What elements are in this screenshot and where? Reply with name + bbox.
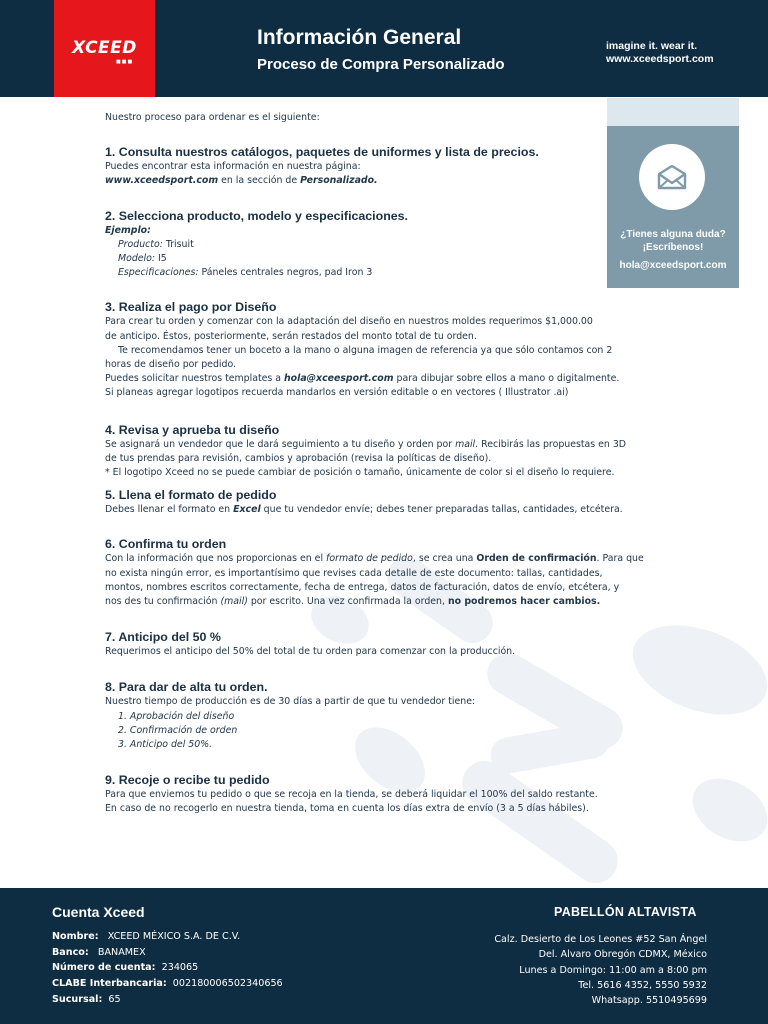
clabe-label: CLABE Interbancaria:: [52, 978, 167, 990]
contact-question-line: ¿Tienes alguna duda?: [620, 229, 726, 240]
step-5-line1b: que tu vendedor envíe; debes tener preparadas tallas, cantidades, etcétera.: [260, 504, 623, 516]
step-4-title: 4. Revisa y aprueba tu diseño: [105, 422, 280, 437]
bank-row: [52, 945, 283, 961]
step-4-line1: [105, 438, 665, 452]
list-item: [105, 724, 665, 738]
contact-email[interactable]: hola@xceedsport.com: [619, 260, 727, 271]
step-2-title: 2. Selecciona producto, modelo y especificaciones.: [105, 208, 408, 223]
step-4-line1a: Se asignará un vendedor que le dará seguimiento a tu diseño y orden por: [105, 438, 456, 450]
step-2-example: [105, 224, 665, 238]
footer: [0, 888, 768, 1024]
step-4-line3: * El logotipo Xceed no se puede cambiar de posición o tamaño, únicamente de color si el diseño lo requiere.: [105, 467, 615, 479]
step-3-line1: Para crear tu orden y comenzar con la adaptación del diseño en nuestros moldes requerimos $1,000.00: [105, 316, 593, 328]
process-content: [105, 111, 665, 817]
step-8-line1: Nuestro tiempo de producción es de 30 días a partir de que tu vendedor tiene:: [105, 696, 476, 708]
branch-row: [52, 992, 283, 1008]
step-1-section: Personalizado.: [300, 175, 378, 187]
account-number-row: [52, 960, 283, 976]
account-name-value: XCEED MÉXICO S.A. DE C.V.: [107, 931, 241, 942]
step-6-line1a: Con la información que nos proporcionas en el: [105, 553, 327, 565]
step-6-line4a: nos des tu confirmación: [105, 596, 221, 608]
step-6-line1: [105, 552, 665, 566]
step-5-title: 5. Llena el formato de pedido: [105, 488, 277, 503]
bank-value: BANAMEX: [97, 946, 146, 958]
step-9-line1: Para que enviemos tu pedido o que se recoja en la tienda, se deberá liquidar el 100% del saldo restante.: [105, 789, 598, 801]
step-7-line1: Requerimos el anticipo del 50% del total de tu orden para comenzar con la producción.: [105, 646, 516, 658]
logo[interactable]: [54, 0, 155, 97]
list-item: [105, 738, 665, 752]
step-3-line2: de anticipo. Éstos, posteriormente, serán restados del monto total de tu orden.: [105, 330, 477, 342]
clabe-value: 002180006502340656: [172, 978, 283, 990]
step-6-formato: formato de pedido: [326, 553, 413, 565]
step-1-line1: Puedes encontrar esta información en nuestra página:: [105, 161, 361, 173]
store-whatsapp: Whatsapp. 5510495699: [591, 995, 707, 1007]
model-label: Modelo:: [118, 253, 156, 265]
website-link[interactable]: www.xceedsport.com: [606, 53, 714, 65]
store-address-2: Del. Alvaro Obregón CDMX, México: [538, 949, 707, 961]
step-6-mail: (mail): [220, 596, 248, 608]
step-1-title: 1. Consulta nuestros catálogos, paquetes de uniformes y lista de precios.: [105, 145, 539, 160]
logo-text: XCEED: [72, 38, 137, 58]
templates-email-link[interactable]: hola@xceesport.com: [284, 373, 394, 385]
step-2-product: [105, 238, 665, 252]
step-2-model: [105, 252, 665, 266]
step-3-line5a: Puedes solicitar nuestros templates a: [105, 373, 284, 385]
step-6-line3: montos, nombres escritos correctamente, fecha de entrega, datos de facturación, datos de envío, etcétera, y: [105, 581, 620, 593]
step-7-title: 7. Anticipo del 50 %: [105, 630, 221, 645]
account-number-label: Número de cuenta:: [52, 962, 156, 974]
step-6-no-changes: no podremos hacer cambios.: [447, 596, 601, 608]
step-4-line1b: . Recibirás las propuestas en 3D: [475, 438, 627, 450]
step-1-mid: en la sección de: [218, 175, 301, 187]
step-3-line4: horas de diseño por pedido.: [105, 359, 237, 371]
spec-label: Especificaciones:: [118, 267, 199, 279]
step-3-line6: Si planeas agregar logotipos recuerda mandarlos en versión editable o en vectores ( Illustrator .ai): [105, 387, 569, 399]
product-value: Trisuit: [162, 238, 194, 250]
account-number-value: 234065: [161, 962, 199, 974]
store-title: PABELLÓN ALTAVISTA: [554, 905, 697, 919]
step-6-line4: [105, 595, 665, 609]
step-5-line1: [105, 503, 665, 517]
step-6-line4b: por escrito. Una vez confirmada la orden,: [247, 596, 448, 608]
product-label: Producto:: [118, 238, 163, 250]
logo-dots: ■■■: [116, 59, 134, 65]
store-address-1: Calz. Desierto de Los Leones #52 San Ángel: [494, 934, 707, 945]
step-5-excel: Excel: [233, 504, 261, 516]
intro-text: Nuestro proceso para ordenar es el siguiente:: [105, 112, 320, 123]
header-tagline-block: [606, 40, 714, 66]
step-2-spec: [105, 266, 665, 280]
step-6-line1c: . Para que: [596, 553, 644, 565]
account-name-row: [52, 929, 283, 945]
step-4-mail: mail: [455, 438, 476, 450]
step-8-item-1: 1. Aprobación del diseño: [118, 710, 235, 722]
step-8-title: 8. Para dar de alta tu orden.: [105, 680, 268, 695]
tagline: imagine it. wear it.: [606, 40, 698, 52]
bank-label: Banco:: [52, 946, 89, 958]
step-6-line1b: , se crea una: [412, 553, 477, 565]
spec-value: Páneles centrales negros, pad Iron 3: [198, 267, 373, 279]
store-hours: Lunes a Domingo: 11:00 am a 8:00 pm: [519, 964, 707, 976]
header: [0, 0, 768, 97]
step-3-title: 3. Realiza el pago por Diseño: [105, 300, 277, 315]
account-title: Cuenta Xceed: [52, 904, 145, 920]
account-name-label: Nombre:: [52, 931, 99, 942]
page-title: Información General: [257, 26, 462, 49]
step-1-line2: [105, 174, 665, 188]
step-4-line2: de tus prendas para revisión, cambios y aprobación (revisa la políticas de diseño).: [105, 452, 492, 464]
branch-label: Sucursal:: [52, 993, 103, 1005]
store-details: [494, 932, 707, 1008]
list-item: [105, 710, 665, 724]
step-3-line5: [105, 372, 665, 386]
clabe-row: [52, 976, 283, 992]
step-5-line1a: Debes llenar el formato en: [105, 504, 234, 516]
step-8-item-3: 3. Anticipo del 50%.: [118, 739, 213, 751]
branch-value: 65: [108, 993, 121, 1005]
contact-prompt-line: ¡Escríbenos!: [642, 242, 704, 253]
step-3-line3: Te recomendamos tener un boceto a la mano o alguna imagen de referencia ya que sólo contamos con 2: [118, 344, 613, 356]
step-2-example-label: Ejemplo:: [105, 224, 151, 236]
page-subtitle: Proceso de Compra Personalizado: [257, 56, 505, 73]
model-value: I5: [155, 253, 167, 265]
step-1-link[interactable]: www.xceedsport.com: [105, 175, 219, 187]
step-9-title: 9. Recoje o recibe tu pedido: [105, 773, 270, 788]
step-6-title: 6. Confirma tu orden: [105, 537, 227, 552]
step-6-line2: no exista ningún error, es importantísimo que revises cada detalle de este documento: tallas, cantidades,: [105, 567, 603, 579]
step-9-line2: En caso de no recogerlo en nuestra tienda, toma en cuenta los días extra de envío (3 a 5 días hábiles).: [105, 803, 589, 815]
step-6-orden: Orden de confirmación: [476, 553, 597, 565]
account-details: [52, 929, 283, 1008]
step-3-line5b: para dibujar sobre ellos a mano o digitalmente.: [393, 373, 620, 385]
store-phone: Tel. 5616 4352, 5550 5932: [578, 979, 707, 991]
step-8-item-2: 2. Confirmación de orden: [118, 724, 238, 736]
